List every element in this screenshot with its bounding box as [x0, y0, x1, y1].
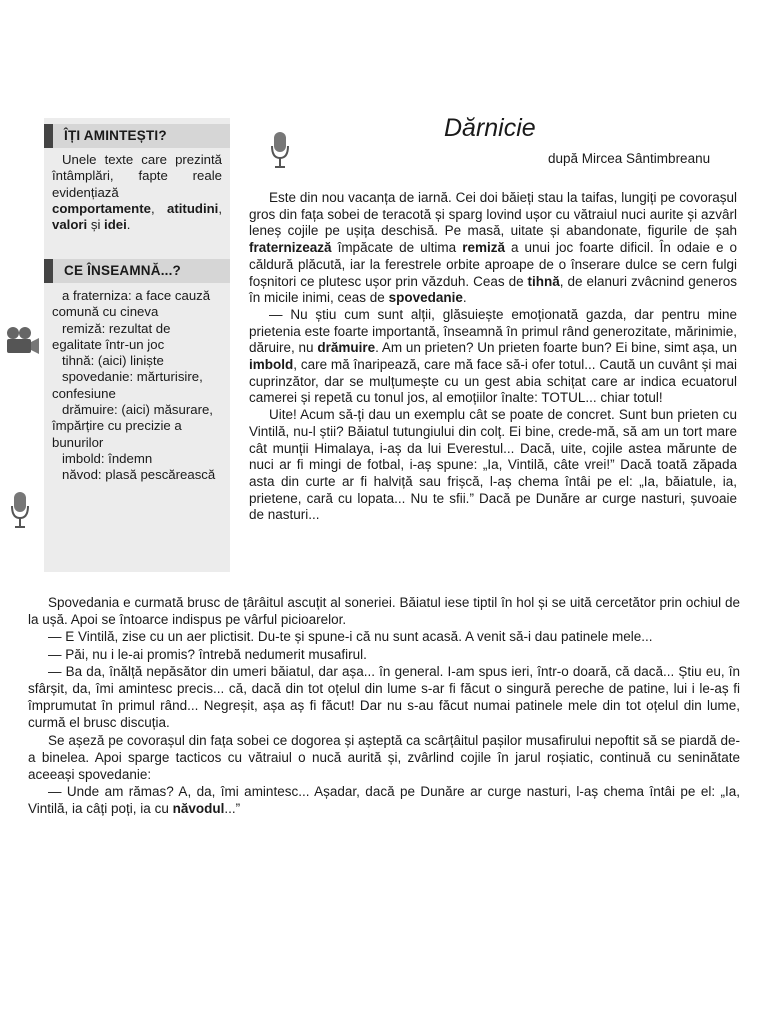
- continuation-paragraph: [28, 783, 740, 817]
- meaning-heading-bar: [44, 259, 230, 283]
- text-run: .: [462, 290, 467, 306]
- continuation-paragraph: — Păi, nu i le-ai promis? întrebă nedumerit musafirul.: [48, 646, 367, 662]
- film-camera-icon[interactable]: [5, 326, 41, 356]
- microphone-icon[interactable]: [270, 132, 290, 170]
- microphone-icon[interactable]: [10, 492, 30, 530]
- story-paragraph: [249, 190, 737, 307]
- term-spovedanie: spovedanie: [388, 290, 463, 306]
- term-fraternizeaza: fraternizează: [249, 240, 332, 256]
- term-atitudini: atitudini: [167, 200, 219, 216]
- story-paragraph: Uite! Acum să-ți dau un exemplu cât se poate de concret. Sunt bun prieten cu Vintilă, nu-l știi? Băiatul tutungiului din colț. Ei bine, crede-mă, să am un tort mare cât munții Himalaya, i-aș da lui Everestul... Dacă, uite, cojile astea mărunte de nuci ar fi mingi de fotbal, i-aș spune: „Ia, Vintilă, câte vrei!” Dacă toată zăpada asta din curte ar fi halviță sau frișcă, l-aș chema întâi pe el: „Ia, băiatule, ia, prietene, cară cu lopata... Nu te sfii.” Dacă pe Dunăre ar curge nasturi, șuvoaie de nasturi...: [249, 407, 737, 523]
- story-author: după Mircea Sântimbreanu: [548, 151, 711, 166]
- text-run: ...”: [224, 801, 241, 817]
- term-imbold: imbold: [249, 357, 294, 373]
- definition-item: drămuire: (aici) măsurare, împărțire cu precizie a bunurilor: [52, 402, 213, 450]
- text-run: — Nu știu cum sunt alții, glăsuiește emoționată gazda, dar pentru mine prietenia este foarte importantă, înseamnă în primul rând generozitate, mărinimie, dăruire, nu: [249, 306, 737, 356]
- remember-intro: Unele texte care prezintă întâmplări, fapte reale evidențiază: [52, 152, 222, 200]
- term-dramuire: drămuire: [317, 340, 376, 356]
- definition-item: năvod: plasă pescărească: [62, 467, 216, 483]
- term-navodul: năvodul: [172, 801, 225, 817]
- term-idei: idei: [104, 217, 127, 233]
- text-run: , care mă înaripează, care mă face să-i ofer totul... Caută un cuvânt și mai cuprinzător, dar se mulțumește cu un gest abia schițat care ar indica ecuatorul camerei și repetă cu tonul jos, al emoțiilor înalte: TOTUL... chiar totul!: [249, 357, 737, 406]
- heading-marker: [44, 259, 53, 283]
- continuation-paragraph: — E Vintilă, zise cu un aer plictisit. Du-te și spune-i că nu sunt acasă. A venit să-i dau patinele mele...: [48, 629, 653, 645]
- definition-item: spovedanie: mărturisire, confesiune: [52, 369, 203, 401]
- sep: .: [126, 217, 131, 233]
- term-comportamente: comportamente: [52, 200, 151, 216]
- term-tihna: tihnă: [527, 273, 560, 289]
- text-run: împăcate de ultima: [331, 240, 463, 256]
- continuation-paragraph: Se așeză pe covorașul din fața sobei ce dogorea și așteptă ca scârțâitul pașilor musafirului nepoftit să se piardă de-a binelea. Apoi sparge tacticos cu vătraiul o nucă aurită și, zvârlind cojile în jarul roșiatic, continuă cu seninătate aceeași spovedanie:: [28, 732, 740, 783]
- remember-heading-bar: [44, 124, 230, 148]
- term-valori: valori: [52, 217, 88, 233]
- term-remiza: remiză: [462, 240, 505, 256]
- definition-item: remiză: rezultat de egalitate într-un joc: [52, 320, 171, 352]
- heading-marker: [44, 124, 53, 148]
- text-run: . Am un prieten? Un prieten foarte bun? Ei bine, simt așa, un: [375, 340, 737, 356]
- story-text: [249, 190, 737, 524]
- definitions-list: [52, 288, 222, 484]
- meaning-heading: CE ÎNSEAMNĂ...?: [64, 263, 182, 278]
- continuation-paragraph: Spovedania e curmată brusc de țârâitul ascuțit al soneriei. Băiatul iese tiptil în hol și se uită cercetător prin ochiul de la ușă. Apoi se întoarce indispus pe vârful picioarelor.: [28, 595, 740, 628]
- definition-item: a fraterniza: a face cauză comună cu cineva: [52, 288, 211, 320]
- continuation-paragraph: — Ba da, înălță nepăsător din umeri băiatul, dar așa... în general. I-am spus ieri, într-o doară, că dacă... Știu eu, în sfârșit, da, îmi amintesc precis... că, dacă din tot oțelul din lume s-ar fi făcut o singură pereche de patine, lui i le-aș fi împrumutat în primul rând... Negreșit, așa aș fi făcut! Dar nu s-au făcut numai patinele mele din tot oțelul din lume, curmă el brusc discuția.: [28, 663, 740, 731]
- continuation-text: [28, 594, 740, 818]
- sep: ,: [150, 200, 168, 216]
- sep: ,: [218, 200, 222, 216]
- story-paragraph: [249, 307, 737, 407]
- text-run: , de elanuri zvâcnind generos în micile inimi, ceas de: [249, 273, 737, 306]
- story-title: Dărnicie: [444, 114, 536, 142]
- definition-item: imbold: îndemn: [62, 450, 153, 466]
- text-run: — Unde am rămas? A, da, îmi amintesc... Așadar, dacă pe Dunăre ar curge nasturi, l-aș chema întâi pe el: „Ia, Vintilă, ia câți poți, ia cu: [28, 784, 740, 817]
- remember-heading: ÎȚI AMINTEȘTI?: [64, 128, 167, 143]
- definition-item: tihnă: (aici) liniște: [62, 353, 164, 369]
- sep: și: [87, 217, 105, 233]
- remember-text: [52, 152, 222, 233]
- text-run: a unui joc foarte dificil. În odaie e o căldură plăcută, iar la ferestrele orbite aproape de o înserare dulce se cern fulgi foșnitori ce plutesc ușor prin văzduh. Ceas de: [249, 240, 737, 289]
- text-run: Este din nou vacanța de iarnă. Cei doi băieți stau la taifas, lungiți pe covorașul gros din fața sobei de teracotă și sparg lovind ușor cu vătraiul nuci aurite și azvârl leneș cojile pe ușița deschisă. Pe masă, uitate și abandonate, figurile de șah: [249, 190, 737, 239]
